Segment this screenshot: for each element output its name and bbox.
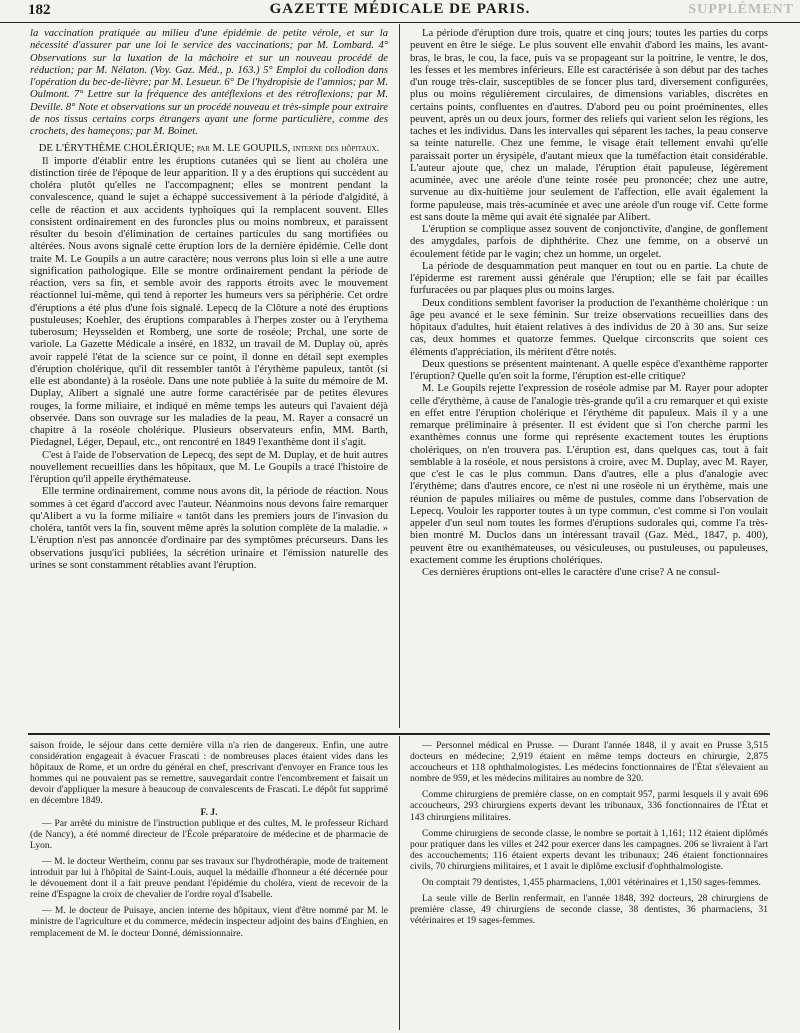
signature: F. J.	[200, 806, 218, 818]
left-column	[30, 28, 388, 722]
paragraph: Comme chirurgiens de première classe, on en comptait 957, parmi lesquels il y avait 696 accoucheurs, 293 chirurgiens experts devant les tribunaux, 336 fonctionnaires de l'État et 143 chirurgiens militaires.	[410, 789, 768, 823]
paragraph: C'est à l'aide de l'observation de Lepecq, des sept de M. Duplay, et de huit autres nouvellement recueillies dans les hôpitaux, que M. Le Goupils a tracé l'histoire de l'éruption qu'il appelle érythémateuse.	[30, 449, 388, 485]
page-header	[0, 0, 800, 23]
news-item: — Personnel médical en Prusse. — Durant l'année 1848, il y avait en Prusse 3,515 docteurs en médecine; 2,919 étaient en même temps docteurs en chirurgie, 2,875 accoucheurs et 118 ophthalmologistes. Les médecins fonctionnaires de l'État s'élevaient au nombre de 959, et les médecins militaires au nombre de 320.	[410, 740, 768, 785]
paragraph: Comme chirurgiens de seconde classe, le nombre se portait à 1,161; 112 étaient diplômés pour pratiquer dans les villes et 242 pour exercer dans les campagnes. 206 se livraient à l'art des accouchements; 116 étaient experts devant les tribunaux; 246 étaient fonctionnaires civils, 70 chirurgiens militaires, et 1 avait le diplôme exclusif d'ophthalmologiste.	[410, 827, 768, 872]
paragraph: La période de desquammation peut manquer en tout ou en partie. La chute de l'épiderme est rarement aussi générale que l'éruption; elle se fait par écailles furfuracées ou par plaques plus ou moins larges.	[410, 260, 768, 297]
paragraph: Deux questions se présentent maintenant. A quelle espèce d'exanthème rapporter l'éruption? Quelle qu'en soit la forme, l'éruption est-elle critique?	[410, 358, 768, 382]
paragraph: L'éruption se complique assez souvent de conjonctivite, d'angine, de gonflement des amygdales, parfois de diphthérite. Chez une femme, on a observé un écoulement fétide par le vagin; chez un homme, un orgelet.	[410, 224, 768, 260]
paragraph: On comptait 79 dentistes, 1,455 pharmaciens, 1,001 vétérinaires et 1,150 sages-femmes.	[422, 877, 761, 889]
bottom-left-column	[30, 740, 388, 1030]
column-divider	[399, 24, 400, 728]
news-item: — M. le docteur Wertheim, connu par ses travaux sur l'hydrothérapie, mode de traitement introduit par lui à l'hôpital de Saint-Louis, auquel la médaille d'honneur a été décernée pour le dévouement dont il a fait preuve pendant l'épidémie du choléra, vient de recevoir de la reine d'Espagne la croix de chevalier de l'ordre royal d'Isabelle.	[30, 855, 388, 901]
section-title: DE L'ÉRYTHÈME CHOLÉRIQUE; par M. LE GOUPILS, interne des hôpitaux.	[38, 143, 380, 155]
paragraph: saison froide, le séjour dans cette dernière villa n'a rien de dangereux. Enfin, une autre considération engageait à évacuer Frascati : de nombreuses places étaient vides dans les hôpitaux de Rome, et un ordre du général en chef, prescrivant d'envoyer en France tous les hommes qui ne pouvaient pas se remettre, sauvegardait contre l'encombrement et faisait un devoir d'appliquer la mesure à beaucoup de convalescents de Frascati. Le dépôt fut supprimé en décembre 1849.	[30, 740, 388, 807]
news-item: — Par arrêté du ministre de l'instruction publique et des cultes, M. le professeur Richard (de Nancy), a été nommé directeur de l'École préparatoire de médecine et de pharmacie de Lyon.	[30, 817, 388, 851]
journal-title: GAZETTE MÉDICALE DE PARIS.	[269, 1, 531, 17]
paragraph: Deux conditions semblent favoriser la production de l'exanthème cholérique : un âge peu avancé et le sexe féminin. Sur treize observations recueillies dans des hôpitaux d'adultes, huit étaient relatives à des individus de 20 à 30 ans. Sur seize cas, deux hommes et quatorze femmes. Quelque circonscrits que soient ces éléments d'appréciation, ils méritent d'être notés.	[410, 297, 768, 358]
section-divider	[28, 733, 770, 735]
news-item: — M. le docteur de Puisaye, ancien interne des hôpitaux, vient d'être nommé par M. le ministre de l'agriculture et du commerce, médecin inspecteur adjoint des bains d'Enghien, en remplacement de M. le docteur Donné, démissionnaire.	[30, 905, 388, 939]
column-divider	[399, 736, 400, 1030]
bleed-through-text: SUPPLÉMENT	[688, 2, 794, 17]
right-column	[410, 28, 768, 728]
paragraph: Elle termine ordinairement, comme nous avons dit, la période de réaction. Nous sommes à cet égard d'accord avec l'auteur. Néanmoins nous devons faire remarquer qu'Alibert a vu la forme miliaire « tantôt dans les premiers jours de l'invasion du choléra, tantôt vers la fin, souvent même après la solution complète de la maladie. » L'éruption n'est pas annoncée d'ordinaire par des symptômes précurseurs. Dans les observations jusqu'ici publiées, la sécrétion urinaire et l'émission naturelle des urines se sont constamment rétablies avant l'éruption.	[30, 486, 388, 571]
bottom-right-column	[410, 740, 768, 1030]
paragraph: la vaccination pratiquée au milieu d'une épidémie de petite vérole, et sur la nécessité d'assurer par une loi le service des vaccinations; par M. Lombard. 4° Observations sur la luxation de la mâchoire et sur un nouveau procédé de réduction; par M. Nélaton. (Voy. Gaz. Méd., p. 163.) 5° Emploi du collodion dans l'opération du bec-de-lièvre; par M. Lesueur. 6° De l'hydropisie de l'amnios; par M. Oulmont. 7° Lettre sur la fréquence des antéflexions et des rétroflexions; par M. Deville. 8° Note et observations sur un procédé nouveau et très-simple pour extraire de nos tissus certains corps étrangers ayant une forme particulière, comme des crochets, des hameçons; par M. Boinet.	[30, 28, 388, 137]
paragraph: La seule ville de Berlin renfermait, en l'année 1848, 392 docteurs, 28 chirurgiens de première classe, 49 chirurgiens de seconde classe, 38 dentistes, 36 pharmaciens, 31 vétérinaires et 19 sages-femmes.	[410, 893, 768, 927]
paragraph: Ces dernières éruptions ont-elles le caractère d'une crise? A ne consul-	[422, 567, 720, 578]
page-number: 182	[28, 2, 51, 18]
paragraph: La période d'éruption dure trois, quatre et cinq jours; toutes les parties du corps peuvent en être le siége. Le plus souvent elle envahit d'abord les mains, les avant-bras, le bras, le cou, la face, puis va se propageant sur la poitrine, le ventre, le dos, les fesses et les membres inférieurs. Elle est caractérisée à son début par des taches d'un rouge très-clair, susceptibles de se foncer plus tard, diversement configurées, plus ou moins régulièrement circulaires, de dimensions variables, discrètes en certains points, confluentes en d'autres. D'abord peu ou point proéminentes, elles peuvent, après un ou deux jours, former des reliefs qui varient selon les régions, les taches et les individus. Dans les intervalles qui séparent les taches, la peau conserve sa teinte naturelle. Chez une femme, le visage était tellement envahi qu'elle paraissait porter un érysipèle, d'autant mieux que la tuméfaction était considérable. L'auteur ajoute que, chez un malade, l'éruption était papuleuse, légèrement acuminée, avec une aréole d'une teinte rosée peu prononcée; chez une autre, survenue au dix-huitième jour seulement de l'affection, elle avait également la forme papuleuse, mais très-acuminée et avec une aréole d'un rouge vif. Cette forme est sans doute la même qui avait été signalée par Alibert.	[410, 28, 768, 223]
paragraph: Il importe d'établir entre les éruptions cutanées qui se lient au choléra une distinction tirée de l'époque de leur apparition. Il y a des éruptions qui succèdent au choléra plutôt qu'elles ne l'accompagnent; elles se montrent pendant la convalescence, quand le sujet a échappé successivement à la période d'algidité, à celle de réaction et aux accidents typhoïques qui la remplacent souvent. Elles consistent ordinairement en des furoncles plus ou moins nombreux, et paraissent résulter du besoin d'élimination de certaines particules du sang mortifiées ou altérées. Nous avons signalé cette éruption lors de la dernière épidémie. Celle dont traite M. Le Goupils a un autre caractère; nous verrons plus loin si elle a une autre signification pathologique. Elle se montre ordinairement pendant la période de réaction, vers sa fin, et semble avoir des rapports étroits avec le mouvement réactionnel lui-même, qui tend à reporter les humeurs vers sa périphérie. Cet ordre d'éruptions a été plus d'une fois signalé. Lepecq de la Clôture a noté des éruptions pustuleuses; Koehler, des éruptions comparables à l'herpes zoster ou à l'erythema tuberosum; Heysselden et Romberg, une sorte de roséole; Prchal, une sorte de variole. La Gazette Médicale a inséré, en 1832, un travail de M. Duplay où, après avoir rappelé l'état de la science sur ce point, il donne en détail sept exemples d'éruption cholérique, qu'il dit ressembler tantôt à l'érythème papuleux, tantôt (si elle est abondante) à la roséole. Dans une note publiée à la suite du mémoire de M. Duplay, Alibert a signalé une autre forme caractérisée par de petites élevures rouges, la forme miliaire, et indiqué en même temps les auteurs qui l'avaient déjà observée. Dans son ouvrage sur les maladies de la peau, M. Rayer a consacré un chapitre à la roséole cholérique. Plusieurs observateurs enfin, MM. Barth, Piedagnel, Léger, Depaul, etc., ont rencontré en 1849 l'exanthème dont il s'agit.	[30, 155, 388, 449]
paragraph: M. Le Goupils rejette l'expression de roséole admise par M. Rayer pour adopter celle d'érythème, à cause de l'analogie très-grande qu'il a cru remarquer et qui existe en effet entre l'éruption cholérique et l'érythème dit papuleux. Mais il y a une remarque préliminaire à présenter. Il est évident que si l'on cherche parmi les exanthèmes connus une forme qui représente exactement toutes les éruptions cholériques, on n'en trouvera pas. L'éruption est, dans quelques cas, tout à fait semblable à la roséole, et nous persistons à croire, avec M. Duplay, avec M. Rayer, que c'est le cas le plus commun. Dans d'autres, elle a plus d'analogie avec l'érythème; dans d'autres encore, ce n'est ni une roséole ni un érythème, mais une réunion de papules miliaires ou même de pustules, comme dans l'observation de Lepecq. Vouloir les rapporter toutes à un type commun, c'est comme si l'on voulait appeler d'un seul nom toutes les formes d'éruptions sudorales qui, comme l'a très-bien montré M. Duclos dans un intéressant travail (Gaz. Méd., 1847, p. 400), peuvent être ou exanthémateuses, ou vésiculeuses, ou pustuleuses, ou papuleuses, exactement comme les éruptions cholériques.	[410, 383, 768, 566]
